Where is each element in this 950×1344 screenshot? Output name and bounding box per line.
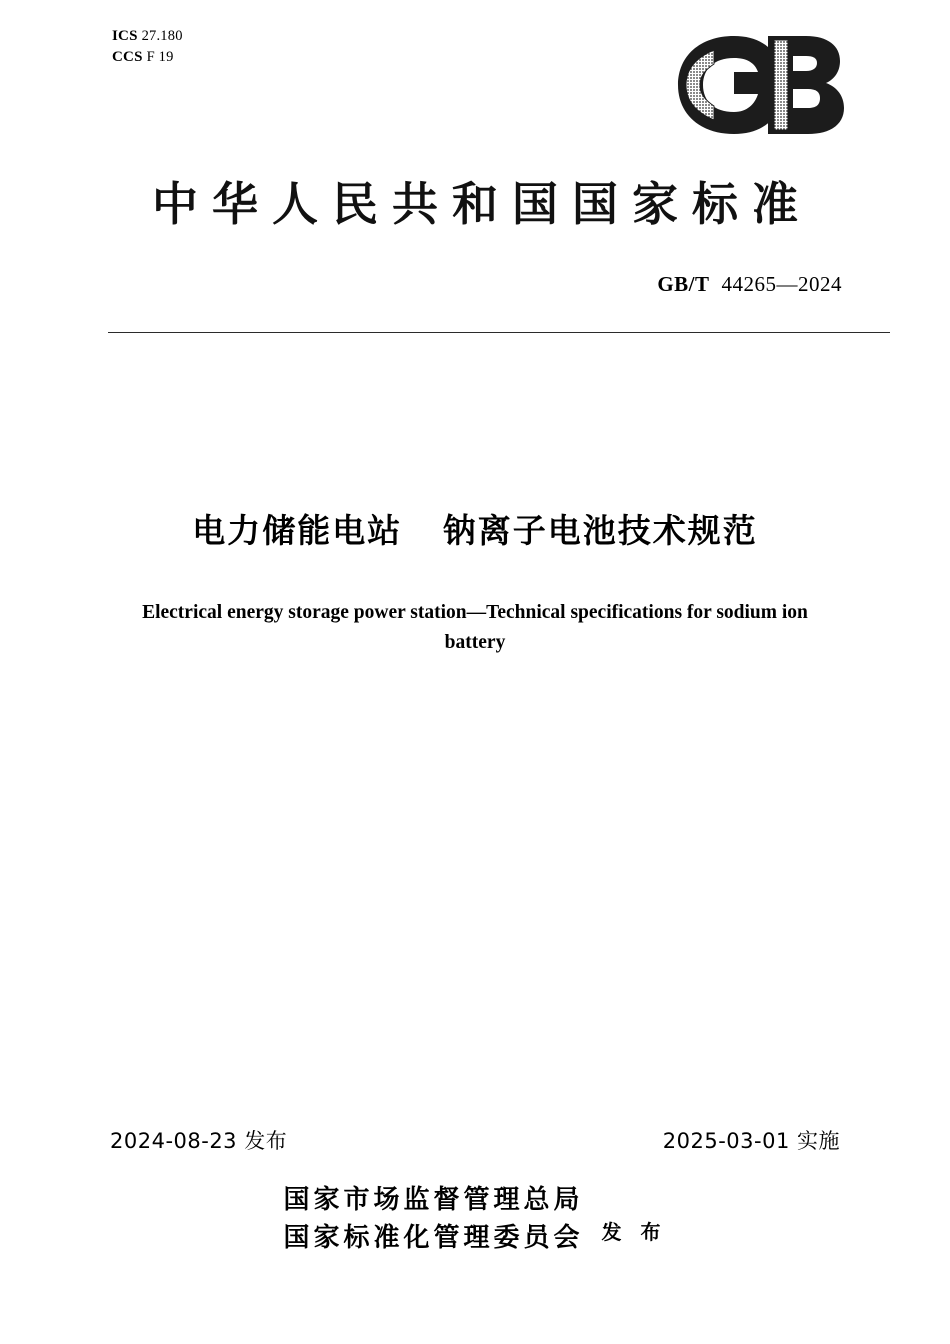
issuer-line-2: 国家标准化管理委员会 (283, 1222, 584, 1253)
issuer-inner (284, 1182, 667, 1257)
ccs-label: CCS (112, 48, 143, 65)
standard-prefix: GB/T (657, 272, 710, 296)
ics-code-line (112, 26, 183, 47)
issuer-names (284, 1182, 584, 1257)
subject-title-english: Electrical energy storage power station—Technical specifications for sodium ion battery (142, 602, 808, 654)
classification-codes (112, 26, 183, 67)
ccs-code-line (112, 47, 183, 68)
page-title: 中华人民共和国国家标准 (152, 177, 812, 231)
issue-date: 2024-08-23 发布 (110, 1129, 288, 1153)
header-divider (108, 332, 890, 333)
gb-logo-icon (648, 26, 846, 144)
issuer-block (0, 1182, 950, 1257)
effective-date: 2025-03-01 实施 (662, 1129, 840, 1153)
subject-title-chinese: 电力储能电站 钠离子电池技术规范 (192, 511, 758, 550)
ics-label: ICS (112, 28, 138, 44)
standard-number (657, 272, 842, 297)
issuer-line-1: 国家市场监督管理总局 (283, 1185, 584, 1215)
publish-label: 发 布 (601, 1220, 667, 1245)
ics-value: 27.180 (141, 28, 183, 44)
ccs-value: F 19 (146, 48, 174, 65)
standard-number-value: 44265—2024 (721, 272, 842, 296)
